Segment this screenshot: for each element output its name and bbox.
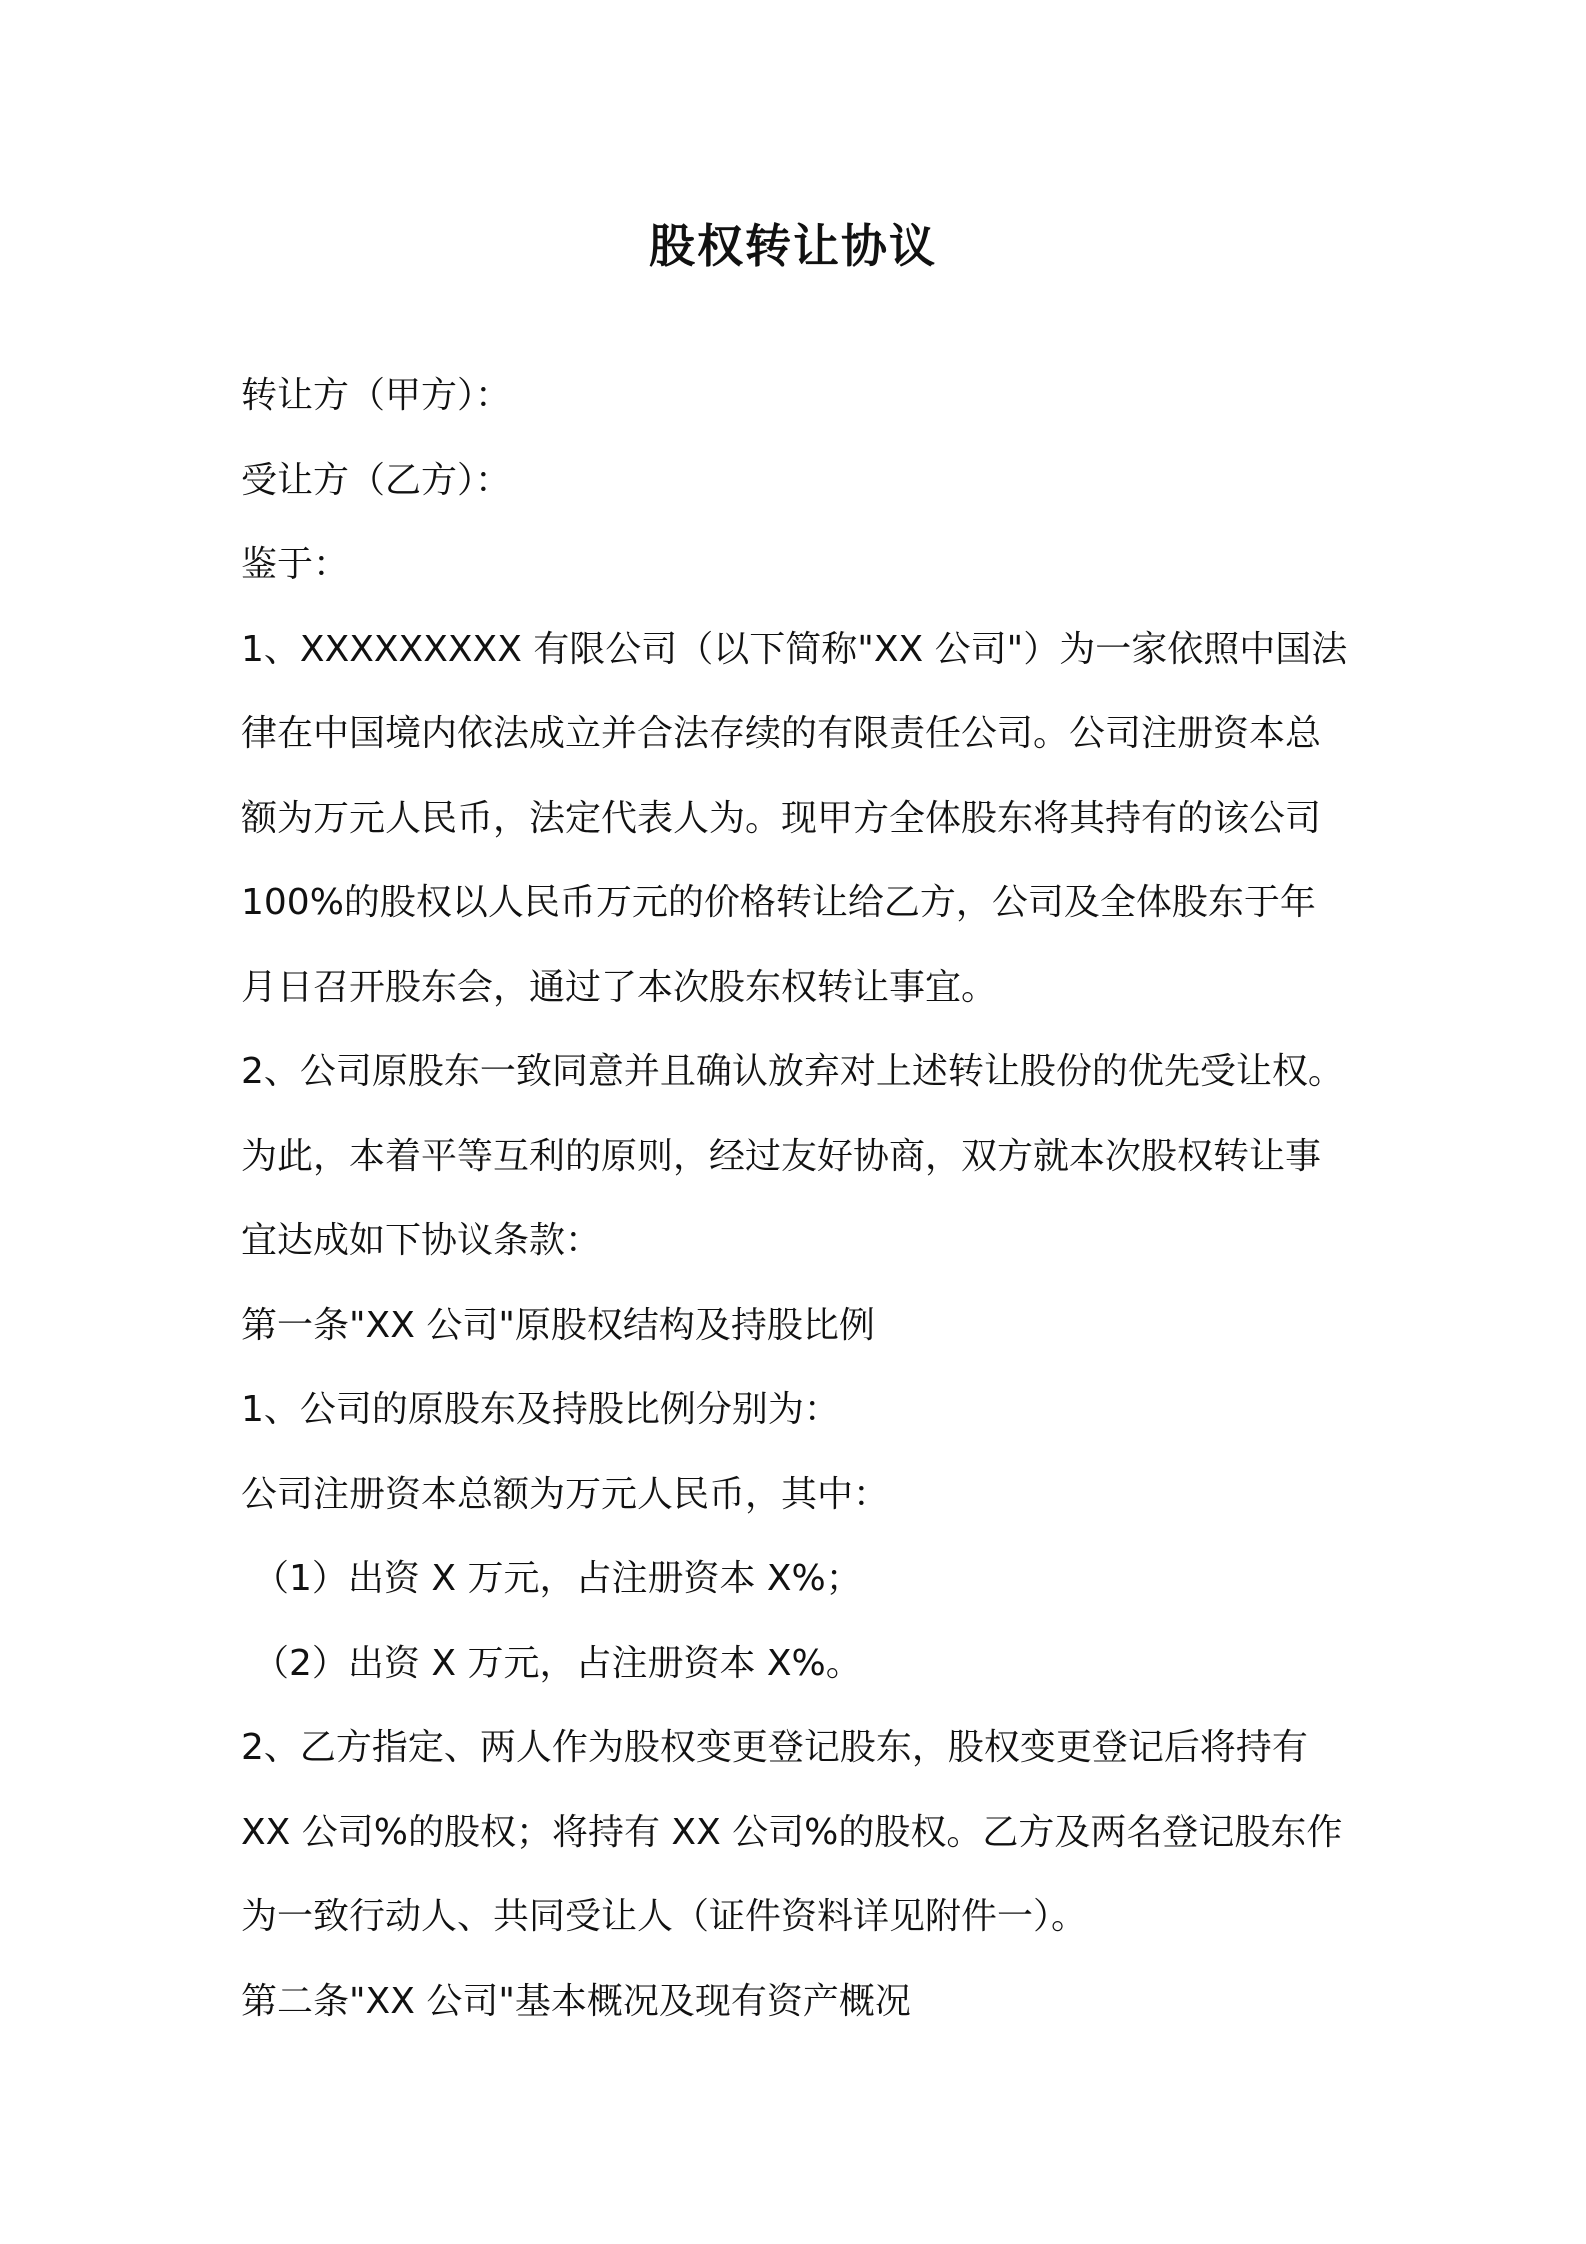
- paragraph-line: 律在中国境内依法成立并合法存续的有限责任公司。公司注册资本总: [241, 713, 1322, 754]
- transferee-line: 受让方（乙方）：: [241, 459, 512, 501]
- paragraph-line: 1、XXXXXXXXX 有限公司（以下简称"XX 公司"）为一家依照中国法: [241, 628, 1348, 670]
- whereas-heading: 鉴于：: [241, 544, 350, 585]
- paragraph-line: 1、公司的原股东及持股比例分别为：: [241, 1389, 840, 1430]
- document-title: 股权转让协议: [649, 219, 937, 273]
- paragraph-line: 100%的股权以人民币万元的价格转让给乙方，公司及全体股东于年: [241, 882, 1316, 923]
- article-one-heading: 第一条"XX 公司"原股权结构及持股比例: [241, 1304, 875, 1346]
- paragraph-line: 宜达成如下协议条款：: [241, 1220, 602, 1261]
- paragraph-line: 公司注册资本总额为万元人民币，其中：: [241, 1473, 890, 1515]
- paragraph-line: 额为万元人民币，法定代表人为。现甲方全体股东将其持有的该公司: [241, 797, 1322, 839]
- paragraph-line: 月日召开股东会，通过了本次股东权转让事宜。: [241, 966, 998, 1008]
- article-two-heading: 第二条"XX 公司"基本概况及现有资产概况: [241, 1980, 911, 2022]
- list-item: （1）出资 X 万元，占注册资本 X%；: [253, 1558, 862, 1599]
- transferor-line: 转让方（甲方）：: [241, 375, 512, 416]
- paragraph-line: XX 公司%的股权；将持有 XX 公司%的股权。乙方及两名登记股东作: [241, 1811, 1343, 1853]
- document-body: [241, 354, 1357, 2044]
- paragraph-line: 2、乙方指定、两人作为股权变更登记股东，股权变更登记后将持有: [241, 1727, 1308, 1768]
- paragraph-line: 为此，本着平等互利的原则，经过友好协商，双方就本次股权转让事: [241, 1135, 1322, 1177]
- paragraph-line: 2、公司原股东一致同意并且确认放弃对上述转让股份的优先受让权。: [241, 1051, 1344, 1092]
- list-item: （2）出资 X 万元，占注册资本 X%。: [253, 1642, 862, 1684]
- paragraph-line: 为一致行动人、共同受让人（证件资料详见附件一）。: [241, 1896, 1088, 1937]
